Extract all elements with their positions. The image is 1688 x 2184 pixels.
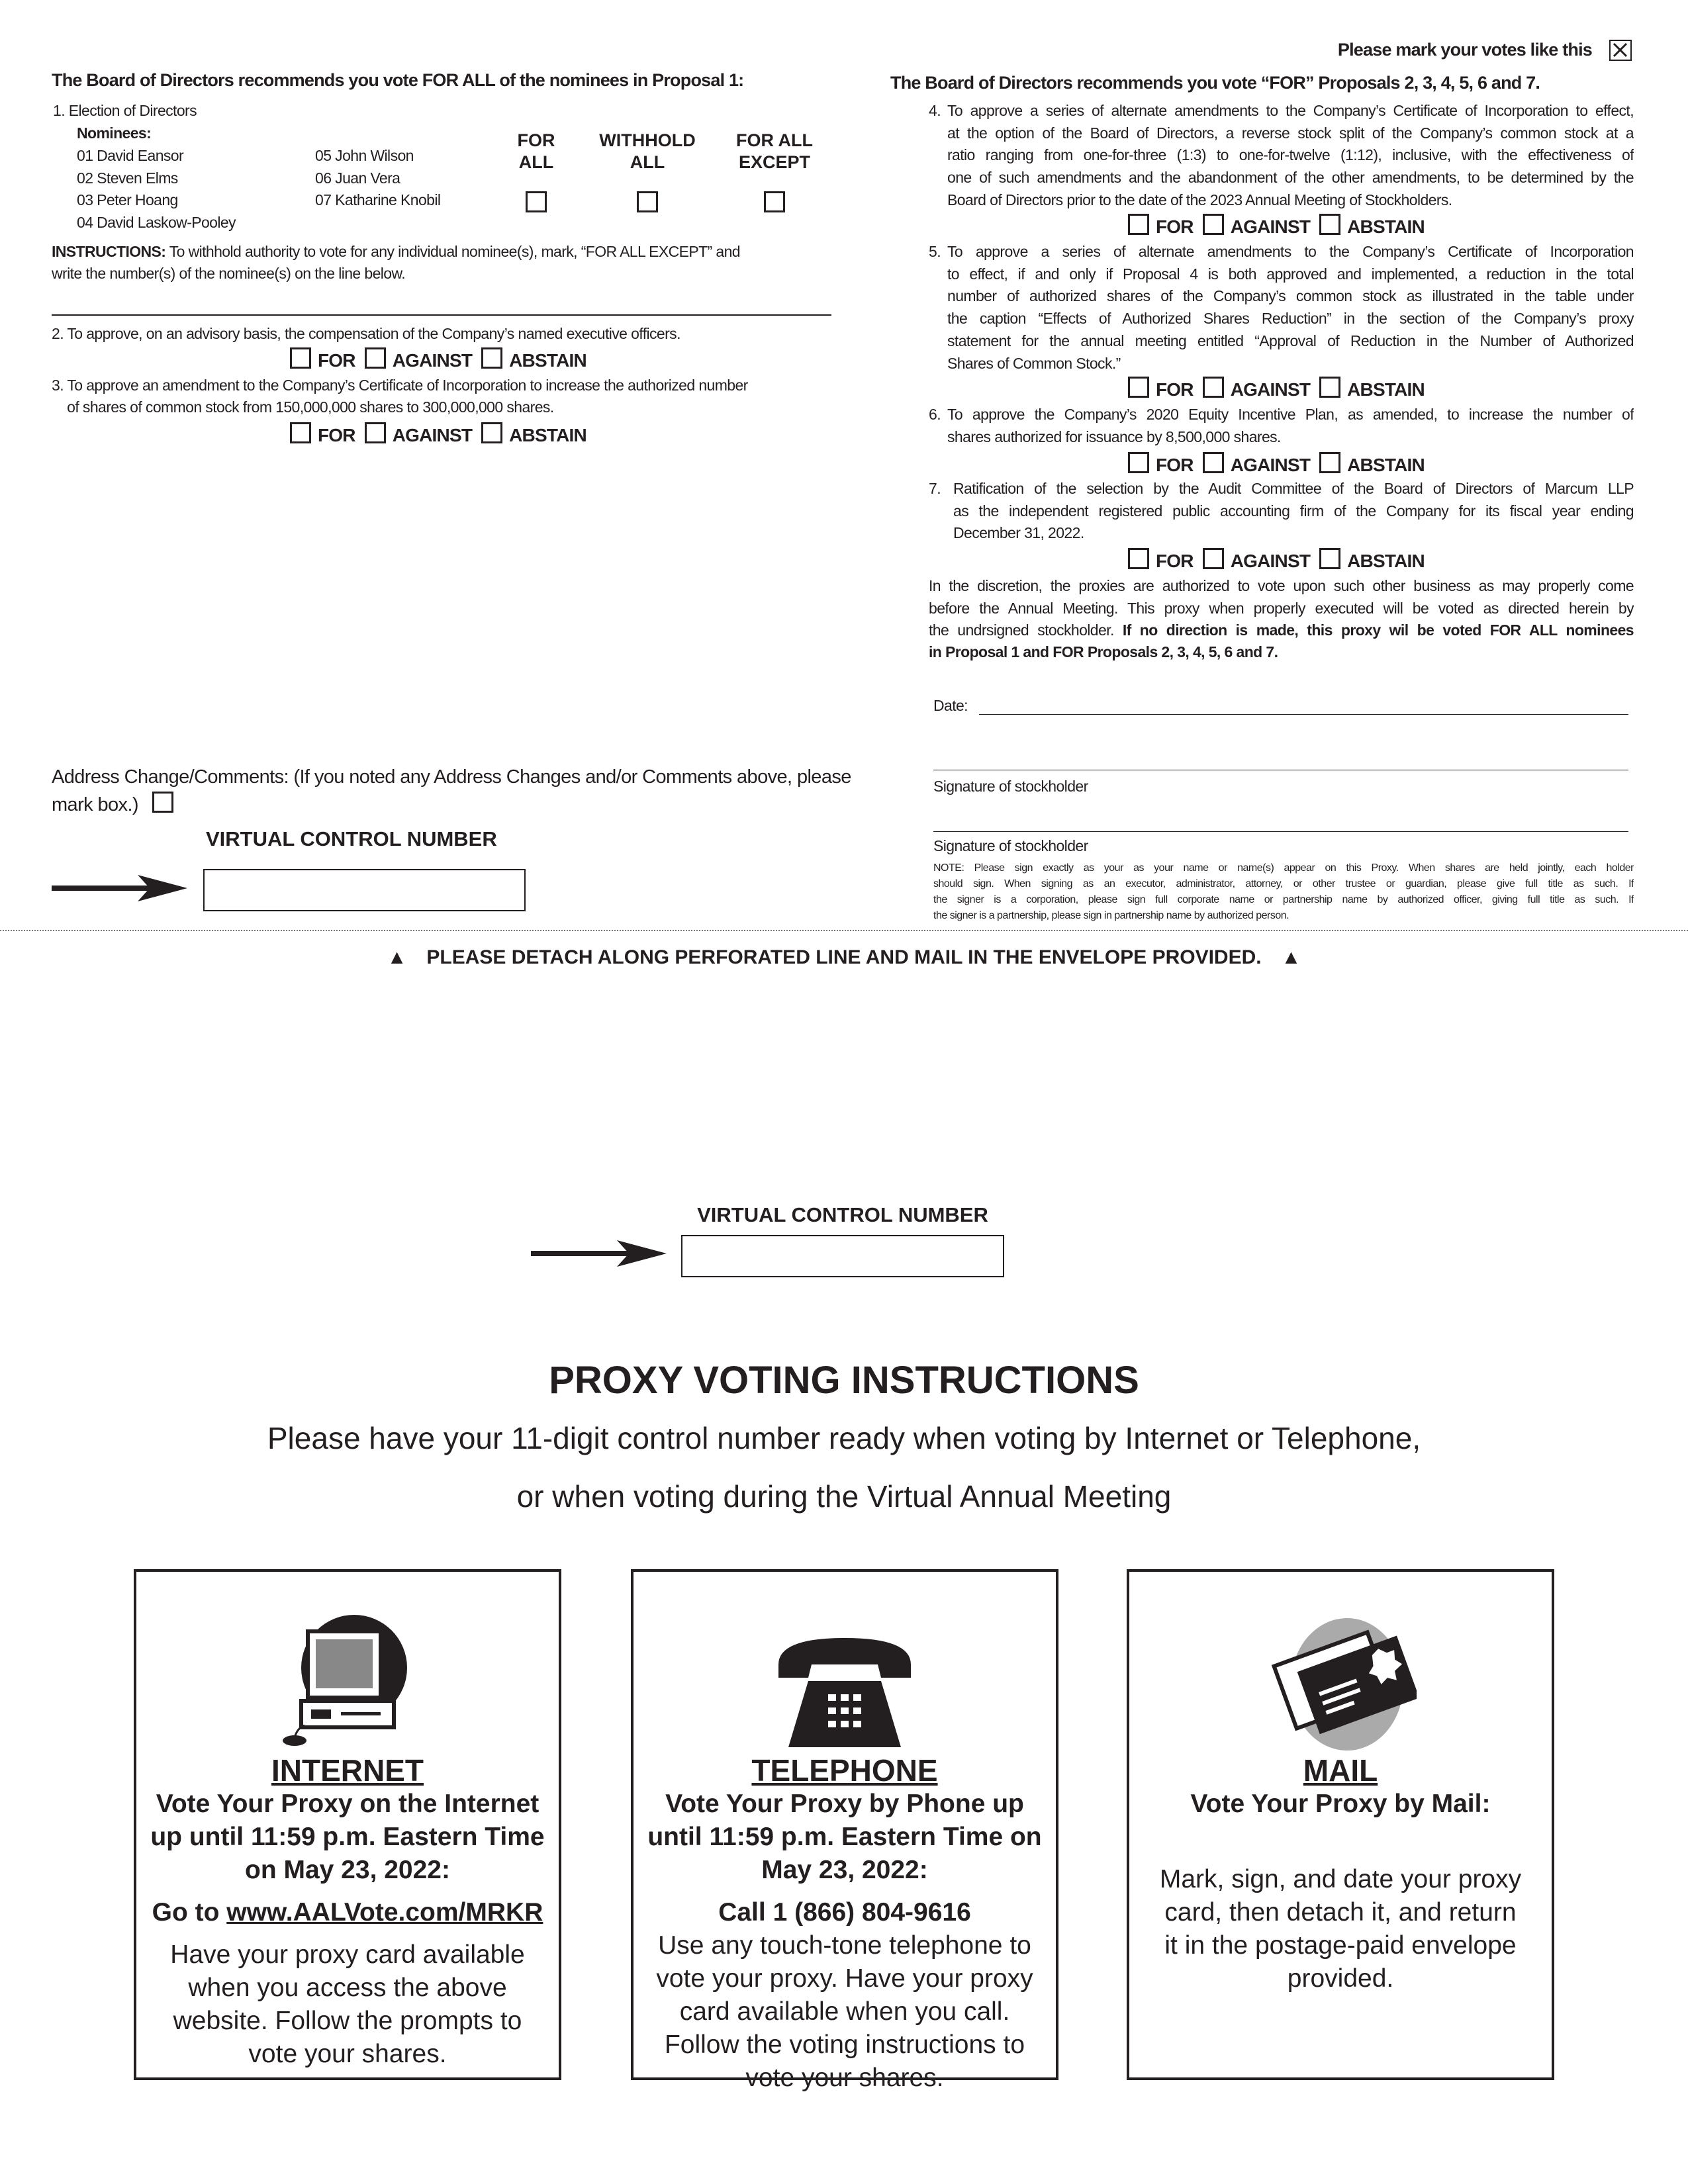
against-checkbox[interactable]	[1203, 214, 1224, 235]
proxy-voting-title: PROXY VOTING INSTRUCTIONS	[549, 1359, 1139, 1402]
for-label: FOR	[1156, 379, 1194, 400]
column-for-all	[518, 130, 555, 173]
card-body-line: card, then detach it, and return	[1164, 1898, 1517, 1927]
voting-website-link[interactable]: www.AALVote.com/MRKR	[226, 1898, 543, 1927]
text-line: Shares of Common Stock.”	[947, 354, 1121, 372]
triangle-up-icon: ▲	[1281, 946, 1301, 968]
abstain-checkbox[interactable]	[1319, 548, 1340, 569]
card-bold-line: on May 23, 2022:	[245, 1856, 450, 1884]
card-bold-line: Vote Your Proxy by Phone up	[665, 1790, 1024, 1818]
proposal7-vote-options	[1128, 548, 1434, 572]
abstain-checkbox[interactable]	[1319, 377, 1340, 398]
left-board-recommendation: The Board of Directors recommends you vote FOR ALL of the nominees in Proposal 1:	[52, 70, 744, 90]
col-line: WITHHOLD	[599, 130, 696, 150]
computer-icon	[136, 1572, 559, 1751]
for-checkbox[interactable]	[1128, 377, 1149, 398]
text-line: as the independent registered public accounting firm of the Company for its fiscal year ending	[953, 502, 1634, 520]
card-bold-line: until 11:59 p.m. Eastern Time on	[647, 1823, 1042, 1851]
col-line: ALL	[630, 152, 665, 172]
mark-instruction: Please mark your votes like this	[1337, 40, 1592, 60]
card-body-line: when you access the above	[188, 1974, 507, 2002]
for-label: FOR	[318, 425, 355, 445]
card-bold-line: up until 11:59 p.m. Eastern Time	[150, 1823, 545, 1851]
instructions-line1	[52, 241, 740, 263]
telephone-icon	[633, 1572, 1056, 1751]
phone-number[interactable]: Call 1 (866) 804-9616	[718, 1898, 971, 1927]
text-line: ratio ranging from one-for-three (1:3) to one-for-twelve (1:12), inclusive, with the effectiveness of	[947, 146, 1634, 164]
text-line: Board of Directors prior to the date of the 2023 Annual Meeting of Stockholders.	[947, 191, 1452, 208]
text-line: shares authorized for issuance by 8,500,000 shares.	[947, 428, 1281, 445]
proposal4-number: 4.	[929, 102, 941, 119]
proposal3-line1: 3. To approve an amendment to the Company’s Certificate of Incorporation to increase the authorized number	[52, 377, 748, 394]
proposal5-vote-options	[1128, 377, 1434, 400]
card-body-line: Use any touch-tone telephone to	[658, 1931, 1031, 1960]
for-label: FOR	[1156, 216, 1194, 237]
nominee: 06 Juan Vera	[315, 169, 400, 187]
detach-text: PLEASE DETACH ALONG PERFORATED LINE AND MAIL IN THE ENVELOPE PROVIDED.	[426, 946, 1262, 968]
signature-field-2[interactable]	[933, 831, 1628, 832]
abstain-checkbox[interactable]	[481, 347, 502, 369]
card-bold-line: May 23, 2022:	[761, 1856, 928, 1884]
text-line: the signer is a corporation, please sign full corporate name or partnership name by authorized officer, giving full title as such. If	[933, 894, 1634, 905]
for-checkbox[interactable]	[290, 422, 311, 443]
perforated-line	[0, 930, 1688, 931]
text-line: December 31, 2022.	[953, 524, 1084, 542]
abstain-label: ABSTAIN	[1347, 455, 1425, 475]
card-title: TELEPHONE	[751, 1753, 938, 1788]
proposal6-vote-options	[1128, 452, 1434, 476]
proposal6-text	[947, 404, 1634, 448]
card-body-line: vote your shares.	[248, 2040, 447, 2068]
nominee: 01 David Eansor	[77, 147, 184, 164]
discretion-regular: the undrsigned stockholder.	[929, 621, 1123, 639]
proposal5-text	[947, 241, 1634, 375]
against-label: AGAINST	[1230, 551, 1311, 571]
proposal5-number: 5.	[929, 243, 941, 260]
card-body-line: Follow the voting instructions to	[664, 2030, 1025, 2059]
text-line: one of such amendments and the abandonment of the other amendments, to be determined by the	[947, 169, 1634, 187]
signature-label-1: Signature of stockholder	[933, 778, 1088, 795]
text-line: the caption “Effects of Authorized Shares Reduction” in the section of the Company’s proxy	[947, 310, 1634, 328]
proposal7-number: 7.	[929, 480, 941, 497]
discretion-text	[929, 575, 1634, 619]
for-label: FOR	[1156, 455, 1194, 475]
col-line: FOR ALL	[736, 130, 813, 150]
col-line: EXCEPT	[738, 152, 811, 172]
against-checkbox[interactable]	[1203, 452, 1224, 473]
address-change-line1: Address Change/Comments: (If you noted any Address Changes and/or Comments above, please	[52, 766, 851, 788]
nominee: 02 Steven Elms	[77, 169, 178, 187]
nominee: 04 David Laskow-Pooley	[77, 214, 236, 232]
address-change-checkbox[interactable]	[152, 792, 173, 813]
telephone-card	[631, 1569, 1058, 2092]
instructions-line2: write the number(s) of the nominee(s) on the line below.	[52, 265, 406, 282]
discretion-bold: If no direction is made, this proxy wil be voted FOR ALL nominees	[1122, 621, 1634, 639]
arrow-right-icon	[52, 875, 187, 901]
withhold-all-checkbox[interactable]	[637, 191, 658, 212]
virtual-control-number-label: VIRTUAL CONTROL NUMBER	[206, 827, 497, 850]
card-body-line: provided.	[1287, 1964, 1394, 1993]
against-checkbox[interactable]	[365, 347, 386, 369]
proposal2-text: 2. To approve, on an advisory basis, the compensation of the Company’s named executive officers.	[52, 325, 680, 342]
against-label: AGAINST	[1230, 216, 1311, 237]
text-line: NOTE: Please sign exactly as your as your name or name(s) appear on this Proxy. When shares are held jointly, each holder	[933, 862, 1634, 874]
for-checkbox[interactable]	[1128, 548, 1149, 569]
nominees-col1	[77, 145, 236, 234]
date-label: Date:	[933, 697, 968, 714]
for-checkbox[interactable]	[290, 347, 311, 369]
internet-card	[134, 1569, 561, 2080]
against-checkbox[interactable]	[365, 422, 386, 443]
address-change	[52, 763, 851, 819]
for-checkbox[interactable]	[1128, 214, 1149, 235]
abstain-label: ABSTAIN	[1347, 379, 1425, 400]
abstain-checkbox[interactable]	[481, 422, 502, 443]
card-bold-line: Vote Your Proxy by Mail:	[1190, 1790, 1491, 1818]
mail-icon	[1129, 1572, 1552, 1751]
card-body-line: vote your shares.	[745, 2064, 944, 2092]
text-line: To approve a series of alternate amendments to the Company’s Certificate of Incorporation	[947, 243, 1634, 260]
marked-box-example-icon	[1609, 40, 1632, 61]
proposal1-title: 1. Election of Directors	[53, 102, 197, 119]
text-line: the signer is a partnership, please sign in partnership name by authorized person.	[933, 910, 1289, 921]
signature-label-2: Signature of stockholder	[933, 837, 1088, 854]
for-checkbox[interactable]	[1128, 452, 1149, 473]
for-all-except-checkbox[interactable]	[764, 191, 785, 212]
text-line: before the Annual Meeting. This proxy when properly executed will be voted as directed herein by	[929, 599, 1634, 617]
against-checkbox[interactable]	[1203, 548, 1224, 569]
proxy-voting-subtitle-1: Please have your 11-digit control number ready when voting by Internet or Telephone,	[267, 1421, 1421, 1455]
nominee: 03 Peter Hoang	[77, 191, 178, 209]
virtual-control-number-field[interactable]	[203, 869, 526, 911]
abstain-label: ABSTAIN	[509, 425, 586, 445]
against-label: AGAINST	[392, 425, 473, 445]
abstain-label: ABSTAIN	[509, 350, 586, 371]
column-withhold-all	[599, 130, 695, 173]
proposal4-text	[947, 100, 1634, 212]
for-all-checkbox[interactable]	[526, 191, 547, 212]
col-line: ALL	[518, 152, 554, 172]
nominees-label: Nominees:	[77, 124, 152, 142]
text-line: at the option of the Board of Directors, a reverse stock split of the Company’s common stock at a	[947, 124, 1634, 142]
lower-virtual-control-number-label: VIRTUAL CONTROL NUMBER	[697, 1203, 988, 1226]
text-line: To approve a series of alternate amendments to the Company’s Certificate of Incorporation to effect,	[947, 102, 1634, 119]
abstain-label: ABSTAIN	[1347, 216, 1425, 237]
lower-virtual-control-number-field[interactable]	[681, 1235, 1004, 1277]
card-body-line: website. Follow the prompts to	[173, 2007, 522, 2035]
text-line: To approve the Company’s 2020 Equity Incentive Plan, as amended, to increase the number of	[947, 406, 1634, 423]
abstain-checkbox[interactable]	[1319, 452, 1340, 473]
abstain-checkbox[interactable]	[1319, 214, 1340, 235]
nominees-col2	[315, 145, 440, 212]
against-checkbox[interactable]	[1203, 377, 1224, 398]
card-title: MAIL	[1303, 1753, 1378, 1788]
col-line: FOR	[517, 130, 555, 150]
text-line: statement for the annual meeting entitled “Approval of Reduction in the Number of Authorized	[947, 332, 1634, 349]
date-field[interactable]	[979, 714, 1628, 715]
go-to-label: Go to	[152, 1898, 227, 1927]
nominee-exception-line[interactable]	[52, 314, 831, 316]
detach-instruction	[0, 946, 1688, 969]
abstain-label: ABSTAIN	[1347, 551, 1425, 571]
card-body-line: Mark, sign, and date your proxy	[1159, 1865, 1522, 1893]
for-label: FOR	[318, 350, 355, 371]
against-label: AGAINST	[392, 350, 473, 371]
instructions-label: INSTRUCTIONS:	[52, 243, 166, 260]
for-label: FOR	[1156, 551, 1194, 571]
against-label: AGAINST	[1230, 455, 1311, 475]
against-label: AGAINST	[1230, 379, 1311, 400]
nominee: 07 Katharine Knobil	[315, 191, 441, 209]
column-for-all-except	[736, 130, 813, 173]
signature-note	[933, 860, 1634, 924]
proposal3-vote-options	[290, 422, 596, 446]
nominee: 05 John Wilson	[315, 147, 414, 164]
text-line: number of authorized shares of the Company’s common stock as illustrated in the table under	[947, 287, 1634, 305]
mail-card	[1127, 1569, 1554, 2080]
instructions-text: To withhold authority to vote for any individual nominee(s), mark, “FOR ALL EXCEPT” and	[165, 243, 740, 260]
arrow-right-icon	[531, 1240, 667, 1267]
text-line: to effect, if and only if Proposal 4 is both approved and implemented, a reduction in the total	[947, 265, 1634, 283]
proposal7-text	[953, 478, 1634, 545]
text-line: Ratification of the selection by the Audit Committee of the Board of Directors of Marcum LLP	[953, 480, 1634, 497]
card-body-line: card available when you call.	[679, 1997, 1010, 2026]
address-change-line2: mark box.)	[52, 794, 138, 815]
right-board-recommendation: The Board of Directors recommends you vote “FOR” Proposals 2, 3, 4, 5, 6 and 7.	[890, 73, 1540, 93]
card-body-line: vote your proxy. Have your proxy	[656, 1964, 1033, 1993]
proposal4-vote-options	[1128, 214, 1434, 238]
proposal2-vote-options	[290, 347, 596, 371]
card-title: INTERNET	[271, 1753, 424, 1788]
discretion-line4: in Proposal 1 and FOR Proposals 2, 3, 4, 5, 6 and 7.	[929, 643, 1278, 660]
triangle-up-icon: ▲	[387, 946, 407, 968]
text-line: should sign. When signing as an executor, administrator, attorney, or other trustee or guardian, please give full title as such. If	[933, 878, 1634, 889]
proxy-voting-subtitle-2: or when voting during the Virtual Annual Meeting	[516, 1479, 1172, 1514]
card-body-line: it in the postage-paid envelope	[1164, 1931, 1517, 1960]
card-body-line: Have your proxy card available	[170, 1940, 525, 1969]
proposal3-line2: of shares of common stock from 150,000,000 shares to 300,000,000 shares.	[52, 398, 554, 416]
proposal6-number: 6.	[929, 406, 941, 423]
text-line: In the discretion, the proxies are authorized to vote upon such other business as may properly come	[929, 577, 1634, 594]
discretion-line3	[929, 619, 1634, 642]
card-bold-line: Vote Your Proxy on the Internet	[156, 1790, 539, 1818]
